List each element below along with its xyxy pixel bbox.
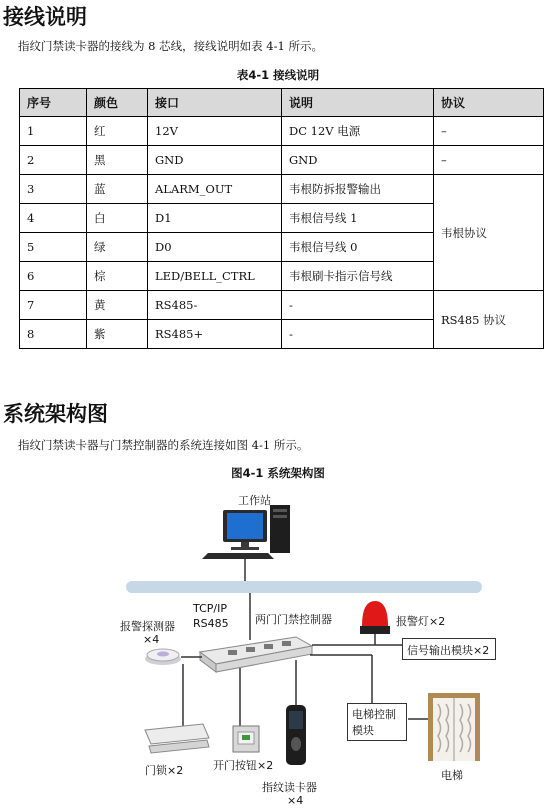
exit-button-icon: [233, 726, 259, 752]
cell-color: 紫: [87, 320, 148, 349]
elevator-control-label-2: 模块: [352, 724, 374, 737]
controller-label: 两门门禁控制器: [255, 613, 332, 626]
cell-port: RS485+: [148, 320, 282, 349]
cell-color: 黑: [87, 146, 148, 175]
figure-caption: 图4-1 系统架构图: [231, 466, 325, 480]
door-controller-icon: [200, 637, 312, 672]
cell-no: 1: [20, 117, 87, 146]
header-color: 颜色: [87, 89, 148, 117]
cell-desc: DC 12V 电源: [282, 117, 434, 146]
table-caption: 表4-1 接线说明: [236, 68, 320, 82]
cell-color: 白: [87, 204, 148, 233]
signal-output-module: 信号输出模块×2: [402, 638, 496, 660]
cell-no: 5: [20, 233, 87, 262]
alarm-lamp-label: 报警灯×2: [396, 615, 446, 628]
exit-button-label: 开门按钮×2: [213, 759, 274, 772]
cell-desc: 韦根信号线 1: [282, 204, 434, 233]
cell-no: 7: [20, 291, 87, 320]
fingerprint-reader-icon: [286, 705, 306, 765]
header-no: 序号: [20, 89, 87, 117]
cell-port: RS485-: [148, 291, 282, 320]
cell-color: 黄: [87, 291, 148, 320]
cell-no: 2: [20, 146, 87, 175]
header-port: 接口: [148, 89, 282, 117]
reader-label: 指纹读卡器: [262, 781, 317, 794]
rs485-label: RS485: [193, 617, 229, 630]
cell-protocol: –: [434, 117, 544, 146]
cell-port: ALARM_OUT: [148, 175, 282, 204]
cell-desc: GND: [282, 146, 434, 175]
alarm-lamp-icon: [360, 601, 390, 634]
door-lock-icon: [145, 724, 209, 753]
architecture-intro: 指纹门禁读卡器与门禁控制器的系统连接如图 4-1 所示。: [18, 438, 309, 452]
tcpip-label: TCP/IP: [193, 602, 227, 615]
wiring-intro: 指纹门禁读卡器的接线为 8 芯线，接线说明如表 4-1 所示。: [18, 39, 323, 53]
alarm-detector-icon: [145, 649, 181, 665]
cell-desc: 韦根刷卡指示信号线: [282, 262, 434, 291]
cell-desc: 韦根防拆报警输出: [282, 175, 434, 204]
header-desc: 说明: [282, 89, 434, 117]
workstation-label: 工作站: [238, 494, 271, 507]
detector-label: 报警探测器: [120, 620, 175, 633]
cell-port: D0: [148, 233, 282, 262]
network-bus: [126, 581, 482, 593]
cell-color: 红: [87, 117, 148, 146]
cell-desc: -: [282, 291, 434, 320]
cell-port: D1: [148, 204, 282, 233]
section-title-architecture: 系统架构图: [3, 402, 108, 426]
detector-count: ×4: [143, 633, 160, 646]
cell-protocol-wiegand: 韦根协议: [434, 175, 544, 291]
elevator-control-module: [347, 703, 407, 741]
cell-port: GND: [148, 146, 282, 175]
cell-port: 12V: [148, 117, 282, 146]
cell-desc: 韦根信号线 0: [282, 233, 434, 262]
cell-no: 4: [20, 204, 87, 233]
cell-no: 8: [20, 320, 87, 349]
elevator-control-label-1: 电梯控制: [352, 708, 396, 721]
cell-no: 6: [20, 262, 87, 291]
workstation-icon: [202, 505, 290, 559]
section-title-wiring: 接线说明: [3, 5, 87, 29]
cell-color: 蓝: [87, 175, 148, 204]
header-protocol: 协议: [434, 89, 544, 117]
cell-no: 3: [20, 175, 87, 204]
reader-count: ×4: [287, 794, 304, 807]
cell-protocol-rs485: RS485 协议: [434, 291, 544, 349]
cell-protocol: –: [434, 146, 544, 175]
elevator-icon: [428, 693, 480, 761]
cell-color: 绿: [87, 233, 148, 262]
cell-color: 棕: [87, 262, 148, 291]
cell-desc: -: [282, 320, 434, 349]
elevator-label: 电梯: [441, 769, 463, 782]
door-lock-label: 门锁×2: [145, 764, 184, 777]
cell-port: LED/BELL_CTRL: [148, 262, 282, 291]
